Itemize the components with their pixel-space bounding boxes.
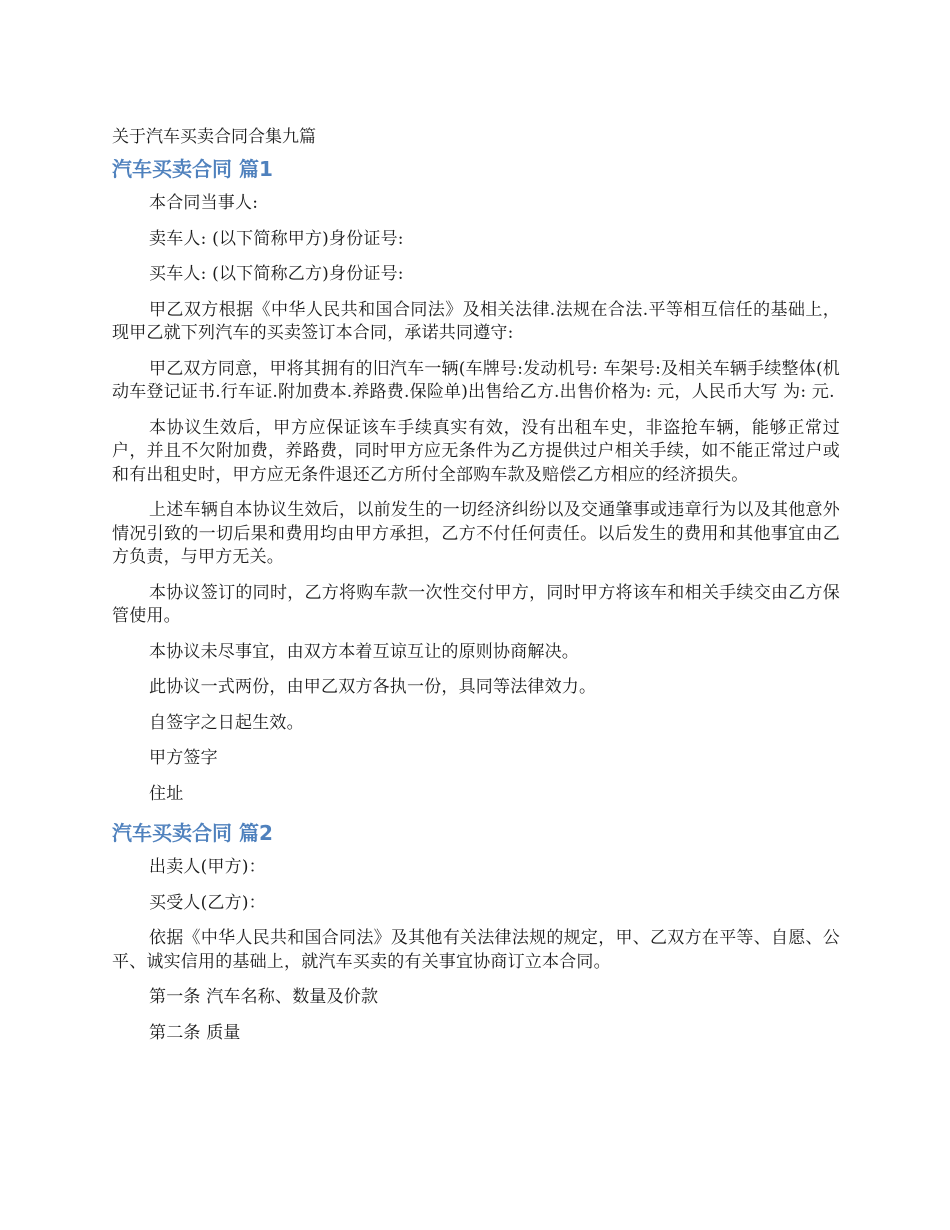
section-2: [112, 818, 840, 1045]
section-heading: 汽车买卖合同 篇1: [112, 157, 273, 181]
paragraph: 住址: [149, 783, 184, 804]
paragraph: 本协议生效后，甲方应保证该车手续真实有效，没有出租车史，非盗抢车辆，能够正常过户，并且不欠附加费，养路费，同时甲方应无条件为乙方提供过户相关手续，如不能正常过户或和有出租史时，甲方应无条件退还乙方所付全部购车款及赔偿乙方相应的经济损失。: [112, 417, 840, 485]
paragraph: 甲乙双方根据《中华人民共和国合同法》及相关法律.法规在合法.平等相互信任的基础上，现甲乙就下列汽车的买卖签订本合同，承诺共同遵守:: [112, 299, 840, 343]
document-title: 关于汽车买卖合同合集九篇: [112, 127, 316, 147]
paragraph: 上述车辆自本协议生效后，以前发生的一切经济纠纷以及交通肇事或违章行为以及其他意外情况引致的一切后果和费用均由甲方承担，乙方不付任何责任。以后发生的费用和其他事宜由乙方负责，与甲方无关。: [112, 500, 840, 567]
paragraph: 本协议未尽事宜，由双方本着互谅互让的原则协商解决。: [149, 641, 579, 662]
paragraph: 买受人(乙方)：: [149, 892, 266, 913]
section-1: [112, 154, 840, 806]
document-body: [112, 124, 840, 1057]
paragraph: 第一条 汽车名称、数量及价款: [149, 987, 379, 1007]
section-heading: 汽车买卖合同 篇2: [112, 821, 273, 845]
paragraph: 自签字之日起生效。: [149, 712, 304, 733]
paragraph: 依据《中华人民共和国合同法》及其他有关法律法规的规定，甲、乙双方在平等、自愿、公平、诚实信用的基础上，就汽车买卖的有关事宜协商订立本合同。: [112, 928, 840, 972]
paragraph: 甲乙双方同意，甲将其拥有的旧汽车一辆(车牌号:发动机号: 车架号:及相关车辆手续整体(机动车登记证书.行车证.附加费本.养路费.保险单)出售给乙方.出售价格为: 元，人民币大写 为: 元.: [112, 358, 840, 402]
paragraph: 卖车人: (以下简称甲方)身份证号:: [149, 228, 404, 249]
paragraph: 第二条 质量: [149, 1022, 241, 1043]
paragraph: 甲方签字: [149, 748, 218, 768]
paragraph: 出卖人(甲方)：: [149, 857, 266, 877]
paragraph: 本协议签订的同时，乙方将购车款一次性交付甲方，同时甲方将该车和相关手续交由乙方保管使用。: [112, 582, 840, 626]
paragraph: 本合同当事人:: [149, 193, 259, 213]
paragraph: 此协议一式两份，由甲乙双方各执一份，具同等法律效力。: [149, 677, 597, 697]
paragraph: 买车人: (以下简称乙方)身份证号:: [149, 264, 404, 284]
